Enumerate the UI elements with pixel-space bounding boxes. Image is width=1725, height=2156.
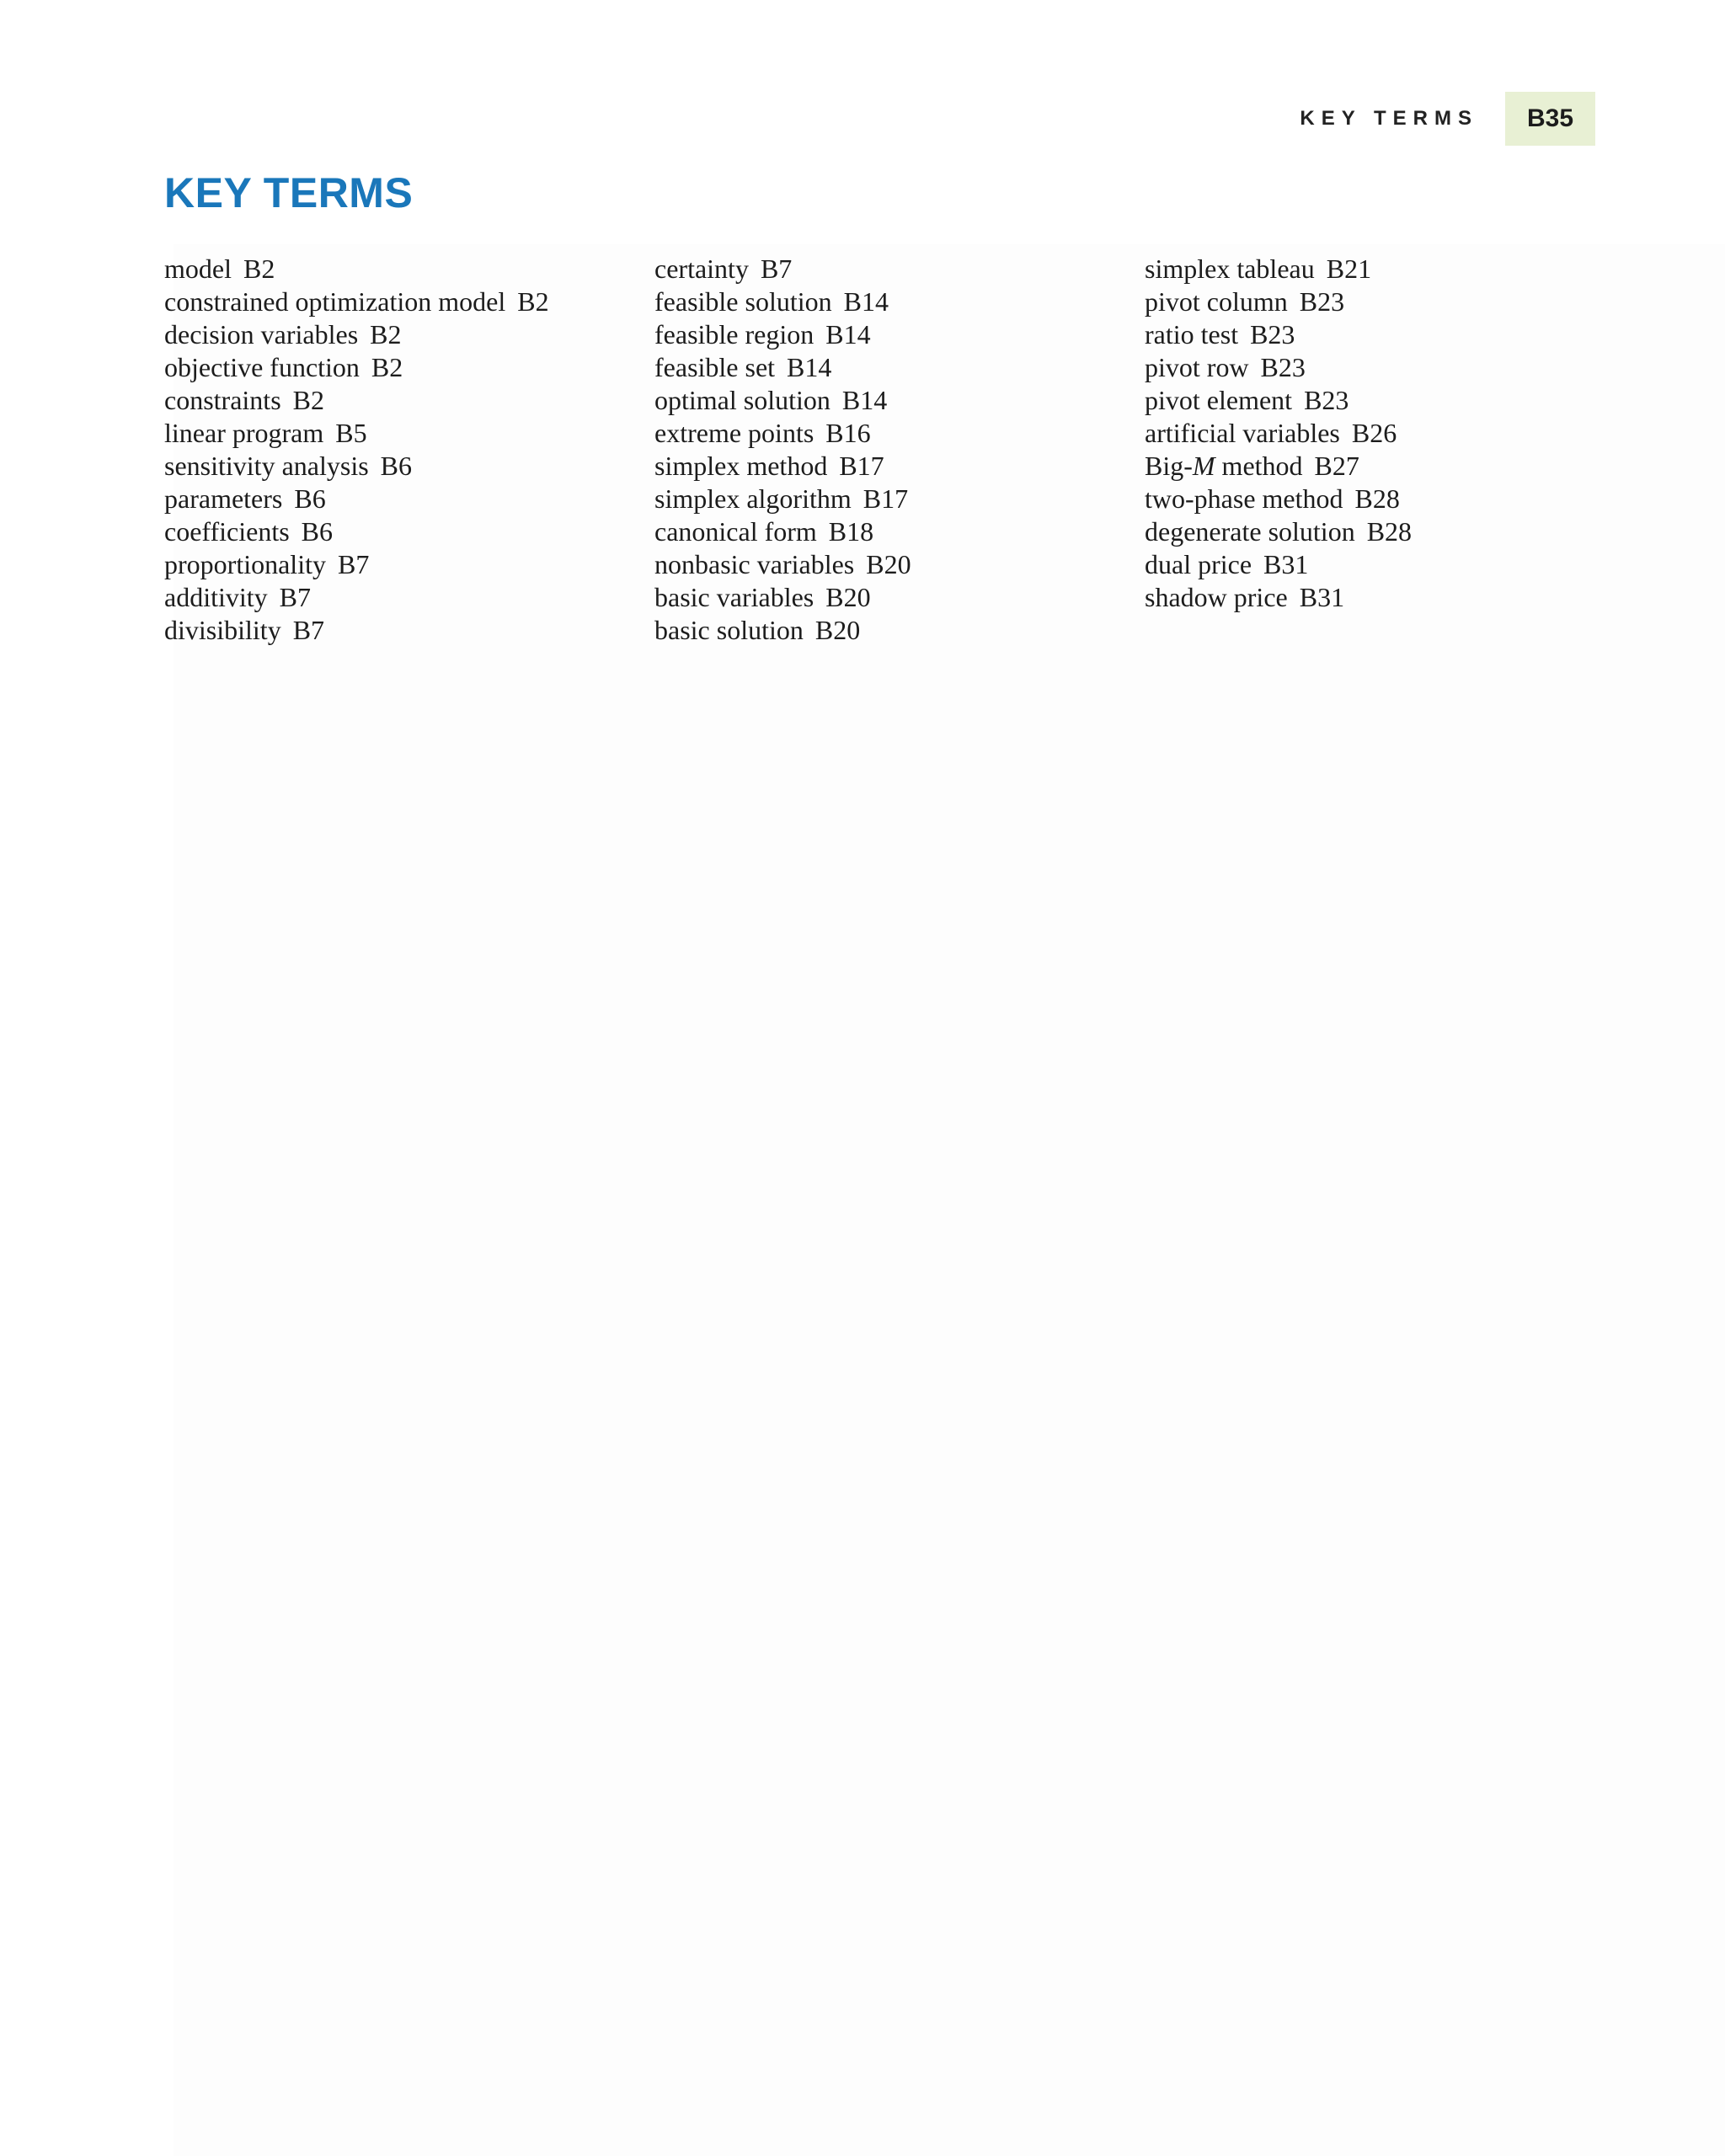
term-page-ref: B28 (1366, 516, 1413, 547)
term-page-ref: B14 (843, 286, 889, 317)
term-entry (1145, 351, 1412, 384)
term-text: shadow price (1145, 582, 1288, 612)
term-text: two-phase method (1145, 483, 1343, 514)
term-page-ref: B23 (1304, 385, 1349, 415)
term-text: proportionality (164, 549, 326, 579)
term-text: model (164, 253, 232, 284)
term-page-ref: B23 (1250, 319, 1295, 350)
term-page-ref: B26 (1351, 418, 1397, 448)
term-page-ref: B28 (1354, 483, 1400, 514)
term-page-ref: B14 (825, 319, 871, 350)
term-page-ref: B7 (337, 549, 370, 579)
term-entry (164, 253, 549, 286)
term-page-ref: B17 (862, 483, 909, 514)
term-text: constrained optimization model (164, 286, 506, 317)
term-page-ref: B2 (371, 352, 403, 382)
term-entry (654, 318, 911, 351)
term-page-ref: B14 (787, 352, 832, 382)
term-text: simplex tableau (1145, 253, 1315, 284)
term-entry (164, 286, 549, 318)
term-page-ref: B7 (760, 253, 793, 284)
term-page-ref: B5 (335, 418, 367, 448)
term-text: additivity (164, 582, 268, 612)
term-text: extreme points (654, 418, 814, 448)
term-text: artificial variables (1145, 418, 1340, 448)
term-entry (654, 581, 911, 614)
term-entry (1145, 483, 1412, 515)
term-entry (1145, 253, 1412, 286)
term-text: pivot column (1145, 286, 1288, 317)
term-entry (164, 581, 549, 614)
term-page-ref: B16 (825, 418, 871, 448)
term-entry (654, 614, 911, 647)
term-page-ref: B2 (517, 286, 549, 317)
term-page-ref: B20 (825, 582, 871, 612)
term-entry (654, 286, 911, 318)
term-entry (1145, 548, 1412, 581)
term-page-ref: B31 (1299, 582, 1345, 612)
term-entry (654, 253, 911, 286)
term-entry (1145, 417, 1412, 450)
term-text: feasible set (654, 352, 776, 382)
term-page-ref: B2 (370, 319, 402, 350)
term-entry (1145, 515, 1412, 548)
term-text: feasible solution (654, 286, 832, 317)
term-entry (164, 384, 549, 417)
term-entry (1145, 318, 1412, 351)
term-text: optimal solution (654, 385, 830, 415)
term-page-ref: B23 (1299, 286, 1345, 317)
term-page-ref: B6 (301, 516, 334, 547)
term-page-ref: B20 (866, 549, 911, 579)
term-entry (164, 614, 549, 647)
term-entry (164, 450, 549, 483)
term-text: objective function (164, 352, 360, 382)
term-page-ref: B23 (1260, 352, 1306, 382)
term-text: certainty (654, 253, 749, 284)
term-text: coefficients (164, 516, 290, 547)
term-entry (164, 417, 549, 450)
term-entry (164, 351, 549, 384)
term-page-ref: B6 (380, 451, 412, 481)
term-entry (654, 351, 911, 384)
term-text: basic solution (654, 615, 804, 645)
term-text: feasible region (654, 319, 814, 350)
term-text: divisibility (164, 615, 281, 645)
term-entry (164, 548, 549, 581)
term-entry (1145, 581, 1412, 614)
page-number-badge: B35 (1505, 92, 1595, 146)
term-text: nonbasic variables (654, 549, 855, 579)
term-page-ref: B27 (1314, 451, 1359, 481)
term-text: simplex algorithm (654, 483, 852, 514)
term-page-ref: B21 (1326, 253, 1372, 284)
term-entry (164, 318, 549, 351)
term-text: degenerate solution (1145, 516, 1355, 547)
term-page-ref: B2 (243, 253, 275, 284)
term-page-ref: B7 (279, 582, 311, 612)
term-text: parameters (164, 483, 283, 514)
term-page-ref: B2 (292, 385, 324, 415)
terms-column-3 (1145, 253, 1412, 614)
term-entry (1145, 384, 1412, 417)
term-text: pivot element (1145, 385, 1293, 415)
term-entry (654, 450, 911, 483)
term-entry (1145, 286, 1412, 318)
term-entry (164, 515, 549, 548)
term-entry (654, 417, 911, 450)
terms-column-1 (164, 253, 549, 647)
term-text: dual price (1145, 549, 1252, 579)
term-page-ref: B20 (814, 615, 861, 645)
term-entry (654, 515, 911, 548)
term-text: basic variables (654, 582, 814, 612)
term-text: pivot row (1145, 352, 1249, 382)
section-title: KEY TERMS (164, 169, 414, 216)
term-page-ref: B6 (294, 483, 326, 514)
term-text: Big-M method (1145, 451, 1303, 481)
term-page-ref: B7 (292, 615, 325, 645)
term-text: constraints (164, 385, 281, 415)
term-page-ref: B31 (1263, 549, 1309, 579)
term-text: linear program (164, 418, 324, 448)
terms-column-2 (654, 253, 911, 647)
term-entry (654, 483, 911, 515)
term-text: canonical form (654, 516, 817, 547)
term-page-ref: B17 (839, 451, 884, 481)
term-entry (164, 483, 549, 515)
term-entry (654, 384, 911, 417)
term-text: simplex method (654, 451, 828, 481)
term-page-ref: B14 (841, 385, 888, 415)
running-head-label: KEY TERMS (1300, 107, 1478, 130)
term-entry (1145, 450, 1412, 483)
term-text: decision variables (164, 319, 359, 350)
term-text: ratio test (1145, 319, 1239, 350)
term-text: sensitivity analysis (164, 451, 369, 481)
term-entry (654, 548, 911, 581)
running-head (1300, 92, 1595, 146)
term-page-ref: B18 (828, 516, 874, 547)
